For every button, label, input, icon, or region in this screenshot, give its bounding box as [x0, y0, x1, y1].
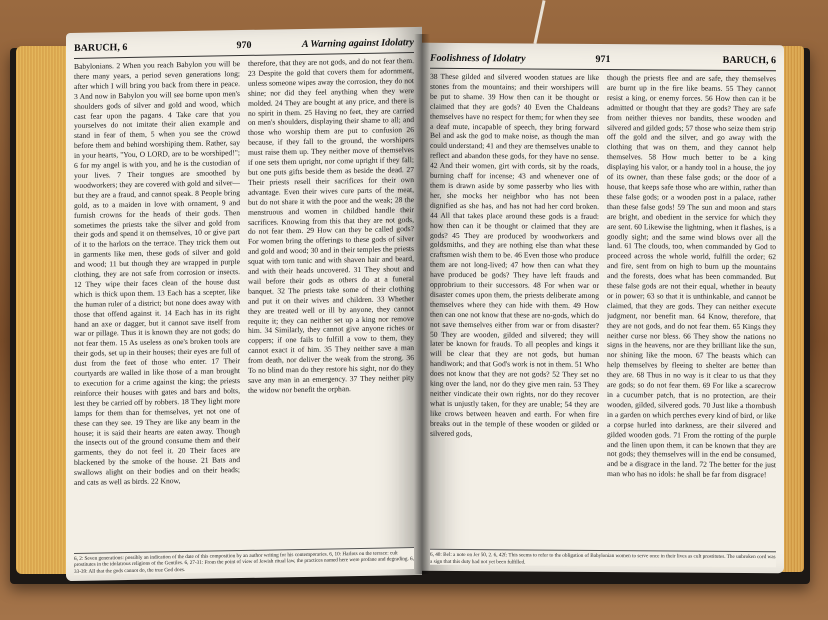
running-head: BARUCH, 6	[74, 42, 128, 54]
footnotes: 6, 2: Seven generations: possibly an indication of the date of this composition by an author writing for his contemporaries. 6, 10: Harlots on the terrace: cult prostitutes in the idolatrous religions of the Gentiles. 6, 27-31: From the point of view of Jewish ritual law, the practices named here were profane and degrading. 6, 33-39: All that the gods cannot do, the true God does.	[74, 547, 414, 575]
section-title: Foolishness of Idolatry	[430, 52, 526, 65]
text-columns	[74, 56, 414, 573]
text-column-2	[607, 73, 776, 565]
text-column-2	[248, 56, 414, 570]
gilded-page-edges-right	[782, 46, 804, 572]
left-page-header	[74, 37, 414, 57]
section-title: A Warning against Idolatry	[301, 37, 414, 50]
text-column-1	[74, 59, 240, 573]
page-number: 970	[236, 39, 252, 52]
text-columns	[430, 72, 776, 565]
left-page	[66, 27, 422, 581]
running-head: BARUCH, 6	[722, 54, 776, 67]
text-column-1	[430, 72, 599, 564]
column-text: though the priests flee and are safe, they themselves are burnt up in the fire like beams. 55 They cannot resist a king, or enemy forces. 56 How then can it be admitted or thought that they are gods? They are safe from neither thieves nor bandits, these wooden and silvered and gilded gods; 57 those who seize them strip off the gold and the silver, and go away with the clothing that was on them, and they cannot help themselves. 58 How much better to be a king displaying his valor, or a handy tool in a house, the joy of its owner, than these false gods; or the door of a house, that keeps safe those who are within, rather than these false gods; or a wooden post in a palace, rather than these false gods! 59 The sun and moon and stars are bright, and obedient in the service for which they are sent. 60 Likewise the lightning, when it flashes, is a goodly sight; and the same wind blows over all the land. 61 The clouds, too, when commanded by God to proceed across the whole world, fulfill the order; 62 and fire, sent from on high to burn up the mountains and the forests, does what has been commanded. But these false gods are not their equal, whether in beauty or in power; 63 so that it is unthinkable, and cannot be claimed, that they are gods. They can neither execute judgment, nor benefit man. 64 Know, therefore, that they are not gods, and do not fear them. 65 Kings they neither curse nor bless. 66 They show the nations no signs in the heavens, nor are they brilliant like the sun, nor shining like the moon. 67 The beasts which can help themselves by fleeing to shelter are better than they are. 68 Thus in no way is it clear to us that they are gods; so do not fear them. 69 For like a scarecrow in a cucumber patch, that is no protection, are their wooden, gilded, silvered gods. 70 Just like a thornbush in a garden on which perches every kind of bird, or like a corpse hurled into darkness, are their silvered and gilded wooden gods. 71 From the rotting of the purple and the linen upon them, it can be known that they are not gods; they themselves will in the end be consumed, and be a disgrace in the land. 72 The better for the just man who has no idols: he shall be far from disgrace!	[607, 73, 776, 480]
right-page	[422, 43, 784, 574]
right-page-header	[430, 53, 776, 69]
page-number: 971	[595, 53, 611, 66]
column-text: therefore, that they are not gods, and do not fear them. 23 Despite the gold that covers them for adornment, unless someone wipes away the corrosion, they do not shine; nor did they feel anything when they were molded. 24 They are bought at any price, and there is no spirit in them. 25 Having no feet, they are carried on men's shoulders, displaying their shame to all; and those who worship them are put to confusion 26 because, if they fall to the ground, the worshipers must raise them up. They neither move of themselves if one sets them upright, nor come upright if they fall; but one puts gifts beside them as beside the dead. 27 Their priests resell their sacrifices for their own advantage. Even their wives cure parts of the meat, but do not share it with the poor and the weak; 28 the menstruous and women in childbed handle their sacrifices. Knowing from this that they are not gods, do not fear them. 29 How can they be called gods? For women bring the offerings to these gods of silver and gold and wood; 30 and in their temples the priests squat with torn tunic and with shaven hair and beard, and with their heads uncovered. 31 They shout and wail before their gods as others do at a funeral banquet. 32 The priests take some of their clothing and put it on their wives and children. 33 Whether they are treated well or ill by anyone, they cannot requite it; they can neither set up a king nor remove him. 34 Similarly, they cannot give anyone riches or coppers; if one fails to fulfill a vow to them, they cannot exact it of him. 35 They neither save a man from death, nor deliver the weak from the strong. 36 To no blind man do they restore his sight, nor do they save any man in an emergency. 37 They neither pity the widow nor benefit the orphan.	[248, 56, 414, 395]
column-text: 38 These gilded and silvered wooden statues are like stones from the mountains; and their worshipers will be put to shame. 39 How then can it be thought or claimed that they are gods? 40 Even the Chaldeans themselves have no respect for them; for when they see a deaf mute, incapable of speech, they bring forward Bel and ask the god to make noise, as though the man could understand; 41 and they are themselves unable to reflect and abandon these gods, for they have no sense. 42 And their women, girt with cords, sit by the roads, burning chaff for incense; 43 and whenever one of them is drawn aside by some passerby who lies with her, she mocks her neighbor who has not been dignified as she has, and has not had her cord broken. 44 All that takes place around these gods is a fraud: how then can it be thought or claimed that they are gods? 45 They are produced by woodworkers and goldsmiths, and they are nothing else than what these craftsmen wish them to be. 46 Even those who produce them are not long-lived; 47 how then can what they have produced be gods? They have left frauds and opprobrium to their successors. 48 For when war or disaster comes upon them, the priests deliberate among themselves where they can hide with them. 49 How then can one not know that these are no-gods, which do not save themselves either from war or from disaster? 50 They are wooden, gilded and silvered; they will later be known for frauds. To all peoples and kings it will be clear that they are not gods, but human handiwork; and that God's work is not in them. 51 Who does not know that they are not gods? 52 They set no king over the land, nor do they give men rain. 53 They neither vindicate their own rights, nor do they recover what is unjustly taken, for they are unable; 54 they are like crows between heaven and earth. For when fire breaks out in the temple of these wooden or gilded or silvered gods,	[430, 71, 599, 438]
book-gutter	[414, 34, 430, 574]
footnotes: 6, 40: Bel: a note on Jer 50, 2. 6, 42f: This seems to refer to the obligation of Babylonian women to serve once in their lives as cult prostitutes. The unbroken cord was a sign that this duty had not yet been fulfilled.	[430, 549, 776, 567]
column-text: Babylonians. 2 When you reach Babylon you will be there many years, a period seven generations long; after which I will bring you back from there in peace. 3 And now in Babylon you will see borne upon men's shoulders gods of silver and gold and wood, which cast fear upon the pagans. 4 Take care that you yourselves do not imitate their alien example and stand in fear of them, 5 when you see the crowd before them and behind worshiping them. Rather, say in your hearts, "You, O LORD, are to be worshiped!"; 6 for my angel is with you, and he is the custodian of your lives. 7 Their tongues are smoothed by woodworkers; they are covered with gold and silver—but they are a fraud, and cannot speak. 8 People bring gold, as to a maiden in love with ornament, 9 and furnish crowns for the heads of their gods. Then sometimes the priests take the silver and gold from their gods and spend it on themselves, 10 or give part of it to the harlots on the terrace. They trick them out in garments like men, these gods of silver and gold and wood; 11 but though they are wrapped in purple clothing, they are not safe from corrosion or insects. 12 They wipe their faces clean of the house dust which is thick upon them. 13 Each has a scepter, like the human ruler of a district; but none does away with those that offend against it. 14 Each has in its right hand an axe or dagger, but it cannot save itself from war or pillage. Thus it is known they are not gods; do not fear them. 15 As useless as one's broken tools are their gods, set up in their houses; their eyes are full of dust from the feet of those who enter. 17 Their courtyards are walled in like those of a man brought to execution for a crime against the king; the priests reinforce their houses with gates and bars and bolts, lest they be carried off by robbers. 18 They light more lamps for them than for themselves, yet not one of these can they see. 19 They are like any beam in the house; it is said their hearts are eaten away. Though the insects out of the ground consume them and their garments, they do not feel it. 20 Their faces are blackened by the smoke of the house. 21 Bats and swallows alight on their bodies and on their heads; and cats as well as birds. 22 Know,	[74, 59, 240, 488]
